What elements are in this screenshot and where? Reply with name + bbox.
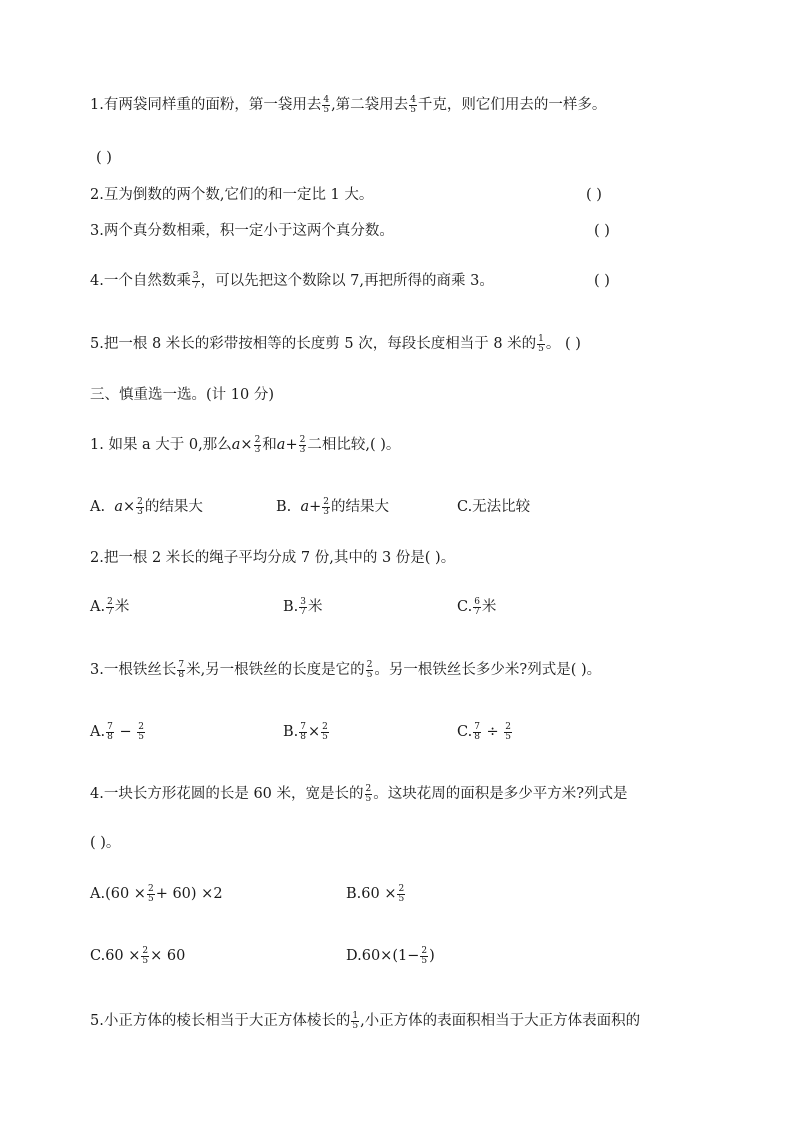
question-text: 1. 如果 a 大于 0,那么 xyxy=(90,437,232,453)
operator: + xyxy=(285,437,298,453)
judge-question-3: 3.两个真分数相乘，积一定小于这两个真分数。 xyxy=(90,223,394,239)
choice-question-5 xyxy=(90,1011,640,1031)
fraction: $\frac{7}{8}$ xyxy=(107,721,113,742)
option-c: C.60 × $\frac{2}{5}$ × 60 xyxy=(90,945,186,966)
section-3-heading: 三、慎重选一选。(计 10 分) xyxy=(90,387,274,403)
answer-blank-2: ( ) xyxy=(586,187,602,203)
question-text: 二相比较,( )。 xyxy=(307,437,401,453)
question-text: 5.小正方体的棱长相当于大正方体棱长的 xyxy=(90,1013,351,1029)
fraction: $\frac{1}{5}$ xyxy=(352,1010,359,1031)
question-text: 3.一根铁丝长 xyxy=(90,662,177,678)
option-c: C. $\frac{7}{8}$ ÷ $\frac{2}{5}$ xyxy=(457,721,512,742)
question-text: 和 xyxy=(262,437,277,453)
question-text: 。这块花周的面积是多少平方米?列式是 xyxy=(373,786,628,802)
judge-question-5 xyxy=(90,334,581,354)
question-text: 。另一根铁丝长多少米?列式是( )。 xyxy=(374,662,602,678)
judge-question-4 xyxy=(90,271,494,291)
fraction: $\frac{3}{7}$ xyxy=(300,596,306,617)
choice-question-4 xyxy=(90,784,628,804)
option-b: B.60 × $\frac{2}{5}$ xyxy=(346,883,405,904)
fraction: $\frac{2}{5}$ xyxy=(138,721,144,742)
question-text: 4.一个自然数乘 xyxy=(90,273,191,289)
option-a: A. a× $\frac{2}{3}$ 的结果大 xyxy=(90,496,203,517)
fraction: $\frac{2}{3}$ xyxy=(137,496,143,517)
fraction: $\frac{7}{8}$ xyxy=(300,721,306,742)
option-b: B. a+ $\frac{2}{3}$ 的结果大 xyxy=(276,496,390,517)
variable: a xyxy=(231,437,241,453)
fraction: $\frac{2}{5}$ xyxy=(505,721,512,742)
fraction: $\frac{2}{3}$ xyxy=(323,496,330,517)
choice-question-3 xyxy=(90,660,601,680)
option-b: B. $\frac{7}{8}$ × $\frac{2}{5}$ xyxy=(283,721,328,742)
fraction: $\frac{7}{8}$ xyxy=(178,659,185,680)
fraction: $\frac{7}{8}$ xyxy=(474,721,480,742)
option-a: A. $\frac{7}{8}$ − $\frac{2}{5}$ xyxy=(90,721,144,742)
question-text: 1.有两袋同样重的面粉，第一袋用去 xyxy=(90,97,322,113)
option-c: C. $\frac{6}{7}$ 米 xyxy=(457,596,497,617)
question-text: ，可以先把这个数除以 7,再把所得的商乘 3。 xyxy=(200,273,494,289)
fraction: $\frac{3}{7}$ xyxy=(192,270,199,291)
fraction: $\frac{2}{3}$ xyxy=(254,434,261,455)
option-a: A. $\frac{2}{7}$ 米 xyxy=(90,596,130,617)
answer-blank: ( )。 xyxy=(90,835,121,851)
question-text: 。 ( ) xyxy=(545,336,581,352)
fraction: $\frac{2}{5}$ xyxy=(142,945,149,966)
judge-question-2: 2.互为倒数的两个数,它们的和一定比 1 大。 xyxy=(90,187,374,203)
question-text: 米,另一根铁丝的长度是它的 xyxy=(186,662,365,678)
fraction: $\frac{6}{7}$ xyxy=(474,596,480,617)
fraction: $\frac{2}{5}$ xyxy=(366,659,373,680)
option-d: D.60×(1− $\frac{2}{5}$ ) xyxy=(346,945,435,966)
operator: × xyxy=(240,437,253,453)
fraction: $\frac{4}{5}$ xyxy=(323,94,330,115)
option-a: A.(60 × $\frac{2}{5}$ + 60) ×2 xyxy=(90,883,223,904)
fraction: $\frac{2}{5}$ xyxy=(398,883,405,904)
fraction: $\frac{1}{5}$ xyxy=(538,333,544,354)
option-c: C.无法比较 xyxy=(457,499,531,515)
answer-blank-3: ( ) xyxy=(594,223,610,239)
question-text: ,第二袋用去 xyxy=(331,97,409,113)
question-text: 5.把一根 8 米长的彩带按相等的长度剪 5 次，每段长度相当于 8 米的 xyxy=(90,336,537,352)
question-text: ,小正方体的表面积相当于大正方体表面积的 xyxy=(360,1013,641,1029)
fraction: $\frac{2}{5}$ xyxy=(322,721,328,742)
fraction: $\frac{2}{5}$ xyxy=(421,945,428,966)
judge-question-1 xyxy=(90,95,606,115)
option-b: B. $\frac{3}{7}$ 米 xyxy=(283,596,323,617)
variable: a xyxy=(276,437,286,453)
fraction: $\frac{2}{3}$ xyxy=(299,434,306,455)
fraction: $\frac{2}{5}$ xyxy=(365,783,372,804)
question-text: 千克，则它们用去的一样多。 xyxy=(417,97,607,113)
fraction: $\frac{2}{5}$ xyxy=(147,883,154,904)
fraction: $\frac{2}{7}$ xyxy=(107,596,113,617)
question-text: 4.一块长方形花圆的长是 60 米，宽是长的 xyxy=(90,786,364,802)
answer-blank-1: ( ) xyxy=(96,150,112,166)
choice-question-2: 2.把一根 2 米长的绳子平均分成 7 份,其中的 3 份是( )。 xyxy=(90,550,456,566)
fraction: $\frac{4}{5}$ xyxy=(410,94,416,115)
answer-blank-4: ( ) xyxy=(594,273,610,289)
choice-question-1 xyxy=(90,435,400,455)
